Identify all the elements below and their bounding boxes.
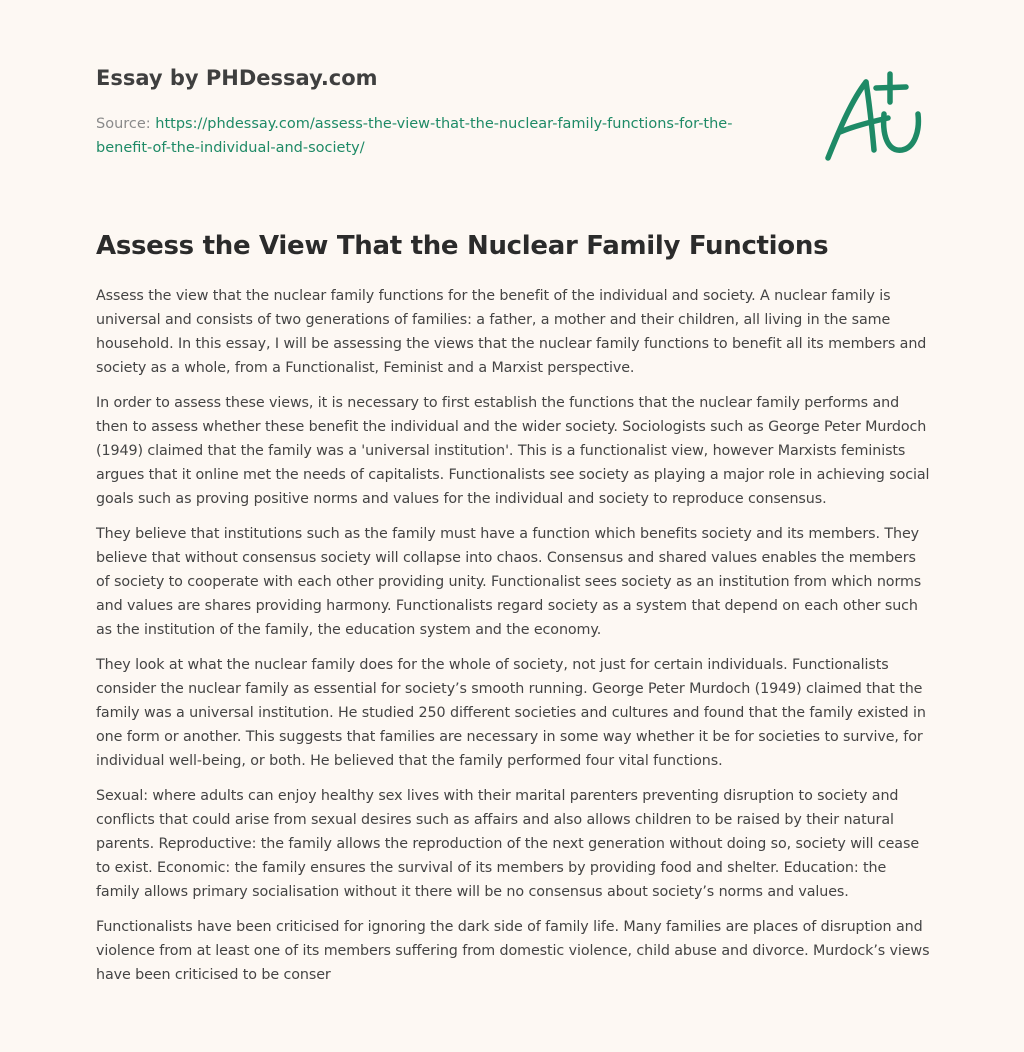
essay-paragraph: They look at what the nuclear family does for the whole of society, not just for certain individuals. Functionalists consider the nuclear family as essential for society’s smooth running. George Peter Murdoch (1949) claimed that the family was a universal institution. He studied 250 different societies and cultures and found that the family existed in one form or another. This suggests that families are necessary in some way whether it be for societies to survive, for individual well-being, or both. He believed that the family performed four vital functions.: [96, 657, 926, 769]
source-link[interactable]: https://phdessay.com/assess-the-view-that-the-nuclear-family-functions-for-the-benefit-of-the-individual-and-society/: [96, 116, 733, 156]
a-plus-grade-icon: [818, 66, 930, 166]
essay-paragraph: In order to assess these views, it is necessary to first establish the functions that the nuclear family performs and then to assess whether these benefit the individual and the wider society. Sociologists such as George Peter Murdoch (1949) claimed that the family was a 'universal institution'. This is a functionalist view, however Marxists feminists argues that it online met the needs of capitalists. Functionalists see society as playing a major role in achieving social goals such as proving positive norms and values for the individual and society to reproduce consensus.: [96, 395, 930, 507]
essay-article: [96, 228, 932, 998]
essay-paragraph: They believe that institutions such as the family must have a function which benefits society and its members. They believe that without consensus society will collapse into chaos. Consensus and shared values enables the members of society to cooperate with each other providing unity. Functionalist sees society as an institution from which norms and values are shares providing harmony. Functionalists regard society as a system that depend on each other such as the institution of the family, the education system and the economy.: [96, 526, 922, 638]
essay-paragraph: Assess the view that the nuclear family functions for the benefit of the individual and society. A nuclear family is universal and consists of two generations of families: a father, a mother and their children, all living in the same household. In this essay, I will be assessing the views that the nuclear family functions to benefit all its members and society as a whole, from a Functionalist, Feminist and a Marxist perspective.: [96, 288, 927, 376]
site-title: Essay by PHDessay.com: [96, 66, 378, 90]
source-label: Source:: [96, 116, 151, 132]
essay-title: Assess the View That the Nuclear Family Functions: [96, 231, 829, 261]
page-header: [96, 64, 736, 160]
essay-paragraph: Functionalists have been criticised for ignoring the dark side of family life. Many families are places of disruption and violence from at least one of its members suffering from domestic violence, child abuse and divorce. Murdock’s views have been criticised to be conser: [96, 919, 930, 983]
source-line: [96, 112, 736, 160]
essay-paragraph: Sexual: where adults can enjoy healthy sex lives with their marital parenters preventing disruption to society and conflicts that could arise from sexual desires such as affairs and also allows children to be raised by their natural parents. Reproductive: the family allows the reproduction of the next generation without doing so, society will cease to exist. Economic: the family ensures the survival of its members by providing food and shelter. Education: the family allows primary socialisation without it there will be no consensus about society’s norms and values.: [96, 788, 920, 900]
